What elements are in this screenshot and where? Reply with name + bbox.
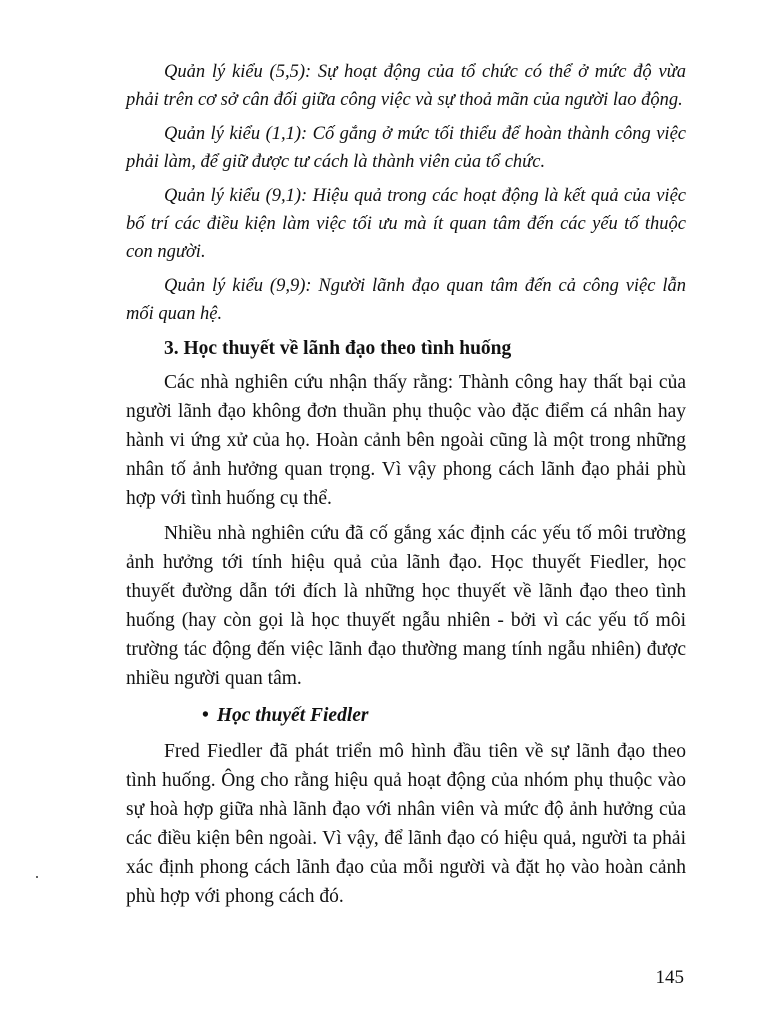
paragraph-management-9-1: Quản lý kiểu (9,1): Hiệu quả trong các hoạt động là kết quả của việc bố trí các điều kiện làm việc tối ưu mà ít quan tâm đến các yếu tố thuộc con người. [126, 186, 686, 262]
paragraph-management-1-1: Quản lý kiểu (1,1): Cố gắng ở mức tối thiểu để hoàn thành công việc phải làm, để giữ được tư cách là thành viên của tổ chức. [126, 124, 686, 172]
paragraph-researchers: Các nhà nghiên cứu nhận thấy rằng: Thành công hay thất bại của người lãnh đạo không đơn thuần phụ thuộc vào đặc điểm cá nhân hay hành vi ứng xử của họ. Hoàn cảnh bên ngoài cũng là một trong những nhân tố ảnh hưởng quan trọng. Vì vậy phong cách lãnh đạo phải phù hợp với tình huống cụ thể. [126, 372, 686, 509]
bullet-icon: • [202, 705, 209, 726]
scan-speck [36, 876, 38, 878]
subheading-label: Học thuyết Fiedler [216, 705, 369, 726]
section-heading: 3. Học thuyết về lãnh đạo theo tình huống [164, 338, 512, 359]
page-number: 145 [655, 967, 684, 988]
paragraph-fiedler-model: Fred Fiedler đã phát triển mô hình đầu tiên về sự lãnh đạo theo tình huống. Ông cho rằng hiệu quả hoạt động của nhóm phụ thuộc vào sự hoà hợp giữa nhà lãnh đạo với nhân viên và mức độ ảnh hưởng của các điều kiện bên ngoài. Vì vậy, để lãnh đạo có hiệu quả, người ta phải xác định phong cách lãnh đạo của mỗi người và đặt họ vào hoàn cảnh phù hợp với phong cách đó. [126, 741, 686, 907]
subheading-fiedler [126, 701, 686, 731]
paragraph-environment-factors: Nhiều nhà nghiên cứu đã cố gắng xác định các yếu tố môi trường ảnh hưởng tới tính hiệu quả của lãnh đạo. Học thuyết Fiedler, học thuyết đường dẫn tới đích là những học thuyết về lãnh đạo theo tình huống (hay còn gọi là học thuyết ngẫu nhiên - bởi vì các yếu tố môi trường tác động đến việc lãnh đạo thường mang tính ngẫu nhiên) được nhiều người quan tâm. [126, 523, 686, 689]
page-body [126, 58, 686, 917]
paragraph-management-9-9: Quản lý kiểu (9,9): Người lãnh đạo quan tâm đến cả công việc lẫn mối quan hệ. [126, 276, 686, 324]
paragraph-management-5-5: Quản lý kiểu (5,5): Sự hoạt động của tổ chức có thể ở mức độ vừa phải trên cơ sở cân đối giữa công việc và sự thoả mãn của người lao động. [126, 62, 686, 110]
